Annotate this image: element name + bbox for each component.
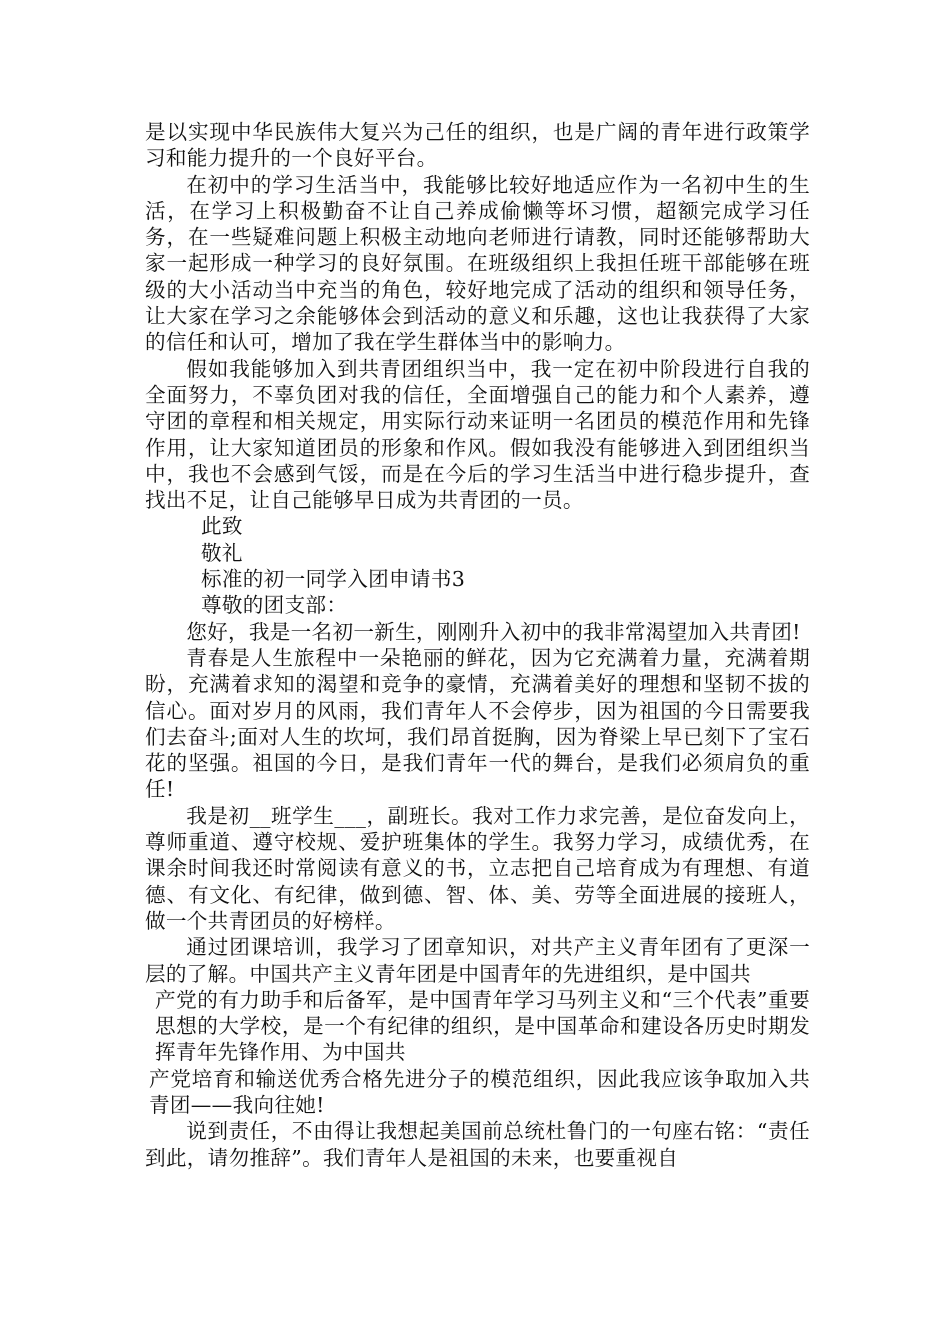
paragraph-party-helper: 产党的有力助手和后备军，是中国青年学习马列主义和“三个代表”重要思想的大学校，是一个有纪律的组织，是中国革命和建设各历史时期发挥青年先锋作用、为中国共: [155, 987, 810, 1065]
paragraph-self-intro: 我是初__班学生___，副班长。我对工作力求完善，是位奋发向上，尊师重道、遵守校规、爱护班集体的学生。我努力学习，成绩优秀，在课余时间我还时常阅读有意义的书，立志把自己培育成为有理想、有道德、有文化、有纪律，做到德、智、体、美、劳等全面进展的接班人，做一个共青团员的好榜样。: [145, 803, 810, 933]
paragraph-youth: 青春是人生旅程中一朵艳丽的鲜花，因为它充满着力量，充满着期盼，充满着求知的渴望和竞争的豪情，充满着美好的理想和坚韧不拔的信心。面对岁月的风雨，我们青年人不会停步，因为祖国的今日需要我们去奋斗;面对人生的坎坷，我们昂首挺胸，因为脊梁上早已刻下了宝石花的坚强。祖国的今日，是我们青年一代的舞台，是我们必须肩负的重任!: [145, 645, 810, 802]
closing-regards: 敬礼: [201, 540, 243, 565]
paragraph-responsibility: 说到责任，不由得让我想起美国前总统杜鲁门的一句座右铭：“责任到此，请勿推辞”。我们青年人是祖国的未来，也要重视自: [145, 1119, 810, 1170]
document-body: [145, 119, 810, 1171]
paragraph-training: 通过团课培训，我学习了团章知识，对共产主义青年团有了更深一层的了解。中国共产主义青年团是中国青年的先进组织，是中国共: [145, 935, 810, 986]
paragraph-hello: 您好，我是一名初一新生，刚刚升入初中的我非常渴望加入共青团!: [186, 619, 801, 644]
paragraph-study-life: 在初中的学习生活当中，我能够比较好地适应作为一名初中生的生活，在学习上积极勤奋不让自己养成偷懒等坏习惯，超额完成学习任务，在一些疑难问题上积极主动地向老师进行请教，同时还能够帮助大家一起形成一种学习的良好氛围。在班级组织上我担任班干部能够在班级的大小活动当中充当的角色，较好地完成了活动的组织和领导任务，让大家在学习之余能够体会到活动的意义和乐趣，这也让我获得了大家的信任和认可，增加了我在学生群体当中的影响力。: [145, 172, 810, 355]
section-title: 标准的初一同学入团申请书3: [201, 567, 466, 592]
paragraph-commitment: 假如我能够加入到共青团组织当中，我一定在初中阶段进行自我的全面努力，不辜负团对我的信任，全面增强自己的能力和个人素养，遵守团的章程和相关规定，用实际行动来证明一名团员的模范作用和先锋作用，让大家知道团员的形象和作风。假如我没有能够进入到团组织当中，我也不会感到气馁，而是在今后的学习生活当中进行稳步提升，查找出不足，让自己能够早日成为共青团的一员。: [145, 356, 810, 513]
paragraph-model-org: 产党培育和输送优秀合格先进分子的模范组织，因此我应该争取加入共青团——我向往她!: [149, 1066, 810, 1117]
letter-greeting: 尊敬的团支部：: [201, 593, 348, 618]
paragraph-intro-continuation: 是以实现中华民族伟大复兴为己任的组织，也是广阔的青年进行政策学习和能力提升的一个良好平台。: [145, 120, 810, 171]
closing-salutation: 此致: [201, 514, 243, 539]
